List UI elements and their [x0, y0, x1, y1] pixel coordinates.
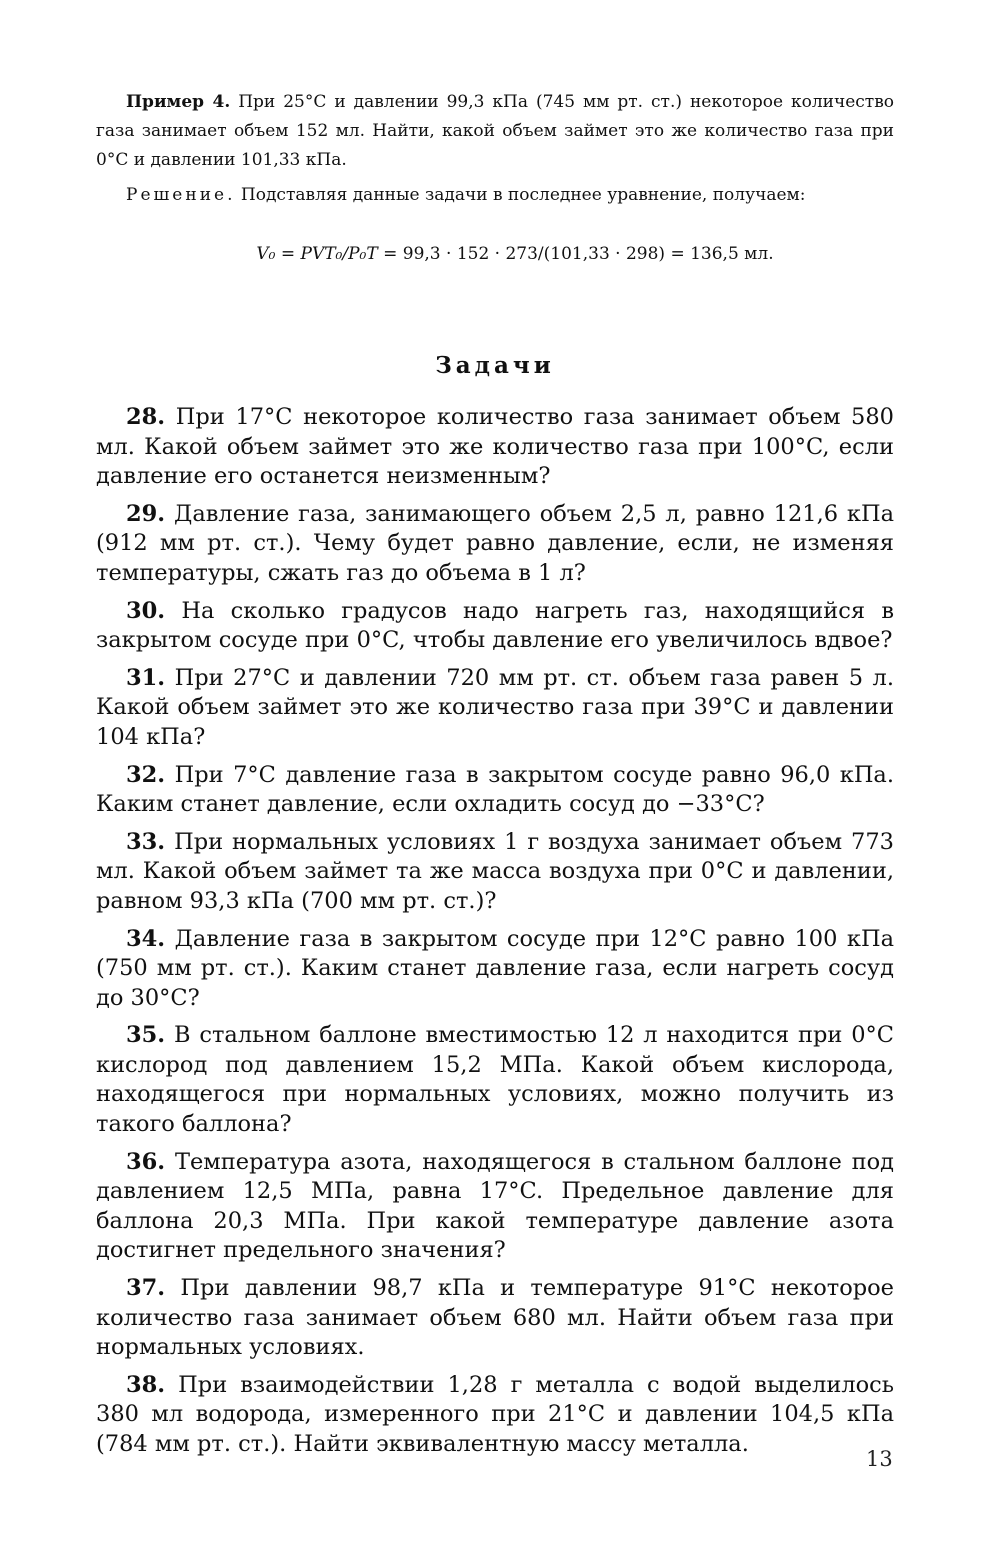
- solution-text: Подставляя данные задачи в последнее уравнение, получаем:: [240, 185, 806, 205]
- problem-text: При 7°C давление газа в закрытом сосуде равно 96,0 кПа. Каким станет давление, если охладить сосуд до −33°C?: [96, 761, 895, 818]
- problem-34: [96, 925, 894, 1014]
- solution-label: Решение.: [126, 185, 236, 205]
- problem-text: При 17°C некоторое количество газа занимает объем 580 мл. Какой объем займет это же количество газа при 100°C, если давление его останется неизменным?: [96, 404, 894, 490]
- problem-text: В стальном баллоне вместимостью 12 л находится при 0°C кислород под давлением 15,2 МПа. Какой объем кислорода, находящегося при нормальных условиях, можно получить из такого баллона?: [96, 1022, 894, 1138]
- problem-list: [96, 403, 894, 1460]
- problem-text: Давление газа в закрытом сосуде при 12°C равно 100 кПа (750 мм рт. ст.). Каким станет давление газа, если нагреть сосуд до 30°C?: [96, 925, 894, 1011]
- problem-number: 30.: [126, 597, 166, 624]
- problem-37: [96, 1274, 894, 1363]
- problem-text: При давлении 98,7 кПа и температуре 91°C некоторое количество газа занимает объем 680 мл. Найти объем газа при нормальных условиях.: [96, 1275, 895, 1361]
- problem-number: 38.: [126, 1371, 166, 1398]
- page-content: [96, 88, 894, 1468]
- problem-36: [96, 1148, 894, 1266]
- problem-text: При нормальных условиях 1 г воздуха занимает объем 773 мл. Какой объем займет та же масса воздуха при 0°C и давлении, равном 93,3 кПа (700 мм рт. ст.)?: [96, 828, 894, 914]
- problem-text: При 27°C и давлении 720 мм рт. ст. объем газа равен 5 л. Какой объем займет это же количество газа при 39°C и давлении 104 кПа?: [96, 664, 895, 750]
- problem-number: 36.: [126, 1148, 166, 1175]
- example-block: [96, 88, 894, 264]
- problem-text: На сколько градусов надо нагреть газ, находящийся в закрытом сосуде при 0°C, чтобы давление его увеличилось вдвое?: [96, 597, 894, 654]
- problem-text: Температура азота, находящегося в стальном баллоне под давлением 12,5 МПа, равна 17°C. Предельное давление для баллона 20,3 МПа. При какой температуре давление азота достигнет предельного значения?: [96, 1148, 894, 1264]
- problem-number: 35.: [126, 1022, 166, 1049]
- problem-text: Давление газа, занимающего объем 2,5 л, равно 121,6 кПа (912 мм рт. ст.). Чему будет равно давление, если, не изменяя температуры, сжать газ до объема в 1 л?: [96, 500, 895, 586]
- problem-number: 31.: [126, 664, 166, 691]
- formula: [96, 244, 894, 264]
- problem-30: [96, 597, 894, 656]
- problem-32: [96, 761, 894, 820]
- problem-text: При взаимодействии 1,28 г металла с водой выделилось 380 мл водорода, измеренного при 21°C и давлении 104,5 кПа (784 мм рт. ст.). Найти эквивалентную массу металла.: [96, 1371, 895, 1457]
- problem-number: 34.: [126, 925, 166, 952]
- problem-35: [96, 1021, 894, 1139]
- problem-29: [96, 500, 894, 589]
- formula-rhs: = 99,3 · 152 · 273/(101,33 · 298) = 136,5 мл.: [383, 244, 774, 264]
- problem-number: 29.: [126, 500, 166, 527]
- example-paragraph: [96, 88, 894, 175]
- problem-number: 37.: [126, 1275, 166, 1302]
- problem-38: [96, 1371, 894, 1460]
- problem-number: 32.: [126, 761, 166, 788]
- example-text: При 25°C и давлении 99,3 кПа (745 мм рт. ст.) некоторое количество газа занимает объем 152 мл. Найти, какой объем займет это же количество газа при 0°C и давлении 101,33 кПа.: [96, 92, 895, 170]
- problem-33: [96, 828, 894, 917]
- problem-number: 28.: [126, 404, 166, 430]
- problem-31: [96, 664, 894, 753]
- problem-28: [96, 403, 894, 492]
- problem-number: 33.: [126, 828, 166, 855]
- page-number: 13: [866, 1447, 893, 1471]
- example-title: Пример 4.: [126, 92, 231, 112]
- formula-lhs: V₀ = PVT₀/P₀T: [256, 244, 378, 264]
- section-title: Задачи: [435, 352, 555, 379]
- solution-paragraph: [96, 181, 894, 210]
